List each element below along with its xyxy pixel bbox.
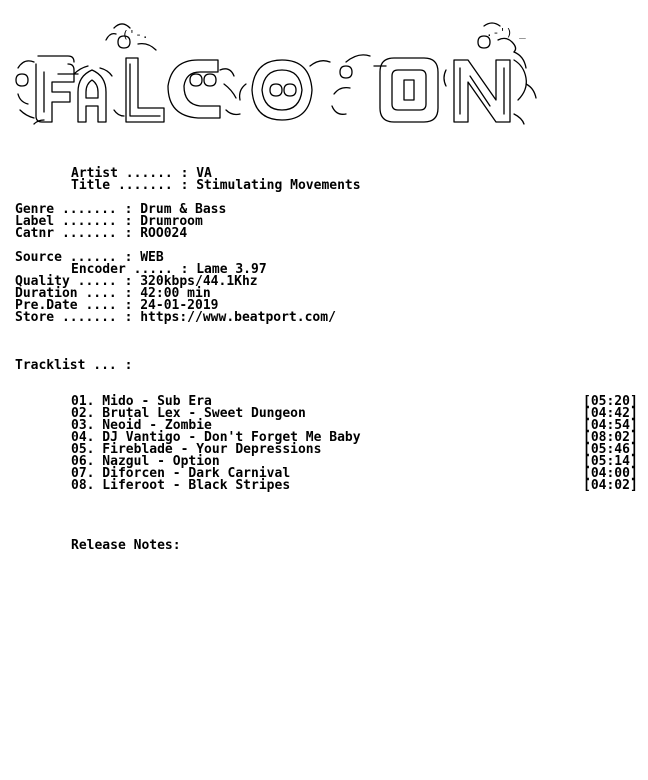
track-title: 03. Neoid - Zombie bbox=[71, 418, 212, 433]
track-duration: [04:54] bbox=[583, 418, 638, 433]
release-notes-heading: Release Notes: bbox=[71, 538, 181, 553]
title-line: Title ....... : Stimulating Movements bbox=[71, 178, 361, 193]
catnr-line: Catnr ....... : ROO024 bbox=[15, 226, 188, 241]
track-title: 01. Mido - Sub Era bbox=[71, 394, 212, 409]
quality-line: Quality ..... : 320kbps/44.1Khz bbox=[15, 274, 258, 289]
genre-line: Genre ....... : Drum & Bass bbox=[15, 202, 227, 217]
track-title: 06. Nazgul - Option bbox=[71, 454, 220, 469]
tracklist-heading: Tracklist ... : bbox=[15, 358, 133, 373]
track-title: 05. Fireblade - Your Depressions bbox=[71, 442, 322, 457]
svg-text:.-') _: .-') _ bbox=[486, 26, 526, 39]
track-title: 07. Diforcen - Dark Carnival bbox=[71, 466, 291, 481]
track-duration: [05:46] bbox=[583, 442, 638, 457]
track-duration: [04:02] bbox=[583, 478, 638, 493]
track-duration: [04:00] bbox=[583, 466, 638, 481]
track-duration: [08:02] bbox=[583, 430, 638, 445]
falcon-ascii-logo bbox=[14, 14, 540, 130]
track-duration: [05:20] bbox=[583, 394, 638, 409]
track-duration: [04:42] bbox=[583, 406, 638, 421]
source-line: Source ...... : WEB bbox=[15, 250, 164, 265]
duration-line: Duration .... : 42:00 min bbox=[15, 286, 211, 301]
store-line: Store ....... : https://www.beatport.com/ bbox=[15, 310, 336, 325]
predate-line: Pre.Date .... : 24-01-2019 bbox=[15, 298, 219, 313]
track-title: 02. Brutal Lex - Sweet Dungeon bbox=[71, 406, 306, 421]
track-title: 04. DJ Vantigo - Don't Forget Me Baby bbox=[71, 430, 361, 445]
artist-line: Artist ...... : VA bbox=[71, 166, 212, 181]
label-line: Label ....... : Drumroom bbox=[15, 214, 203, 229]
encoder-line: Encoder ..... : Lame 3.97 bbox=[71, 262, 267, 277]
track-duration: [05:14] bbox=[583, 454, 638, 469]
svg-text:('-.: ('-. bbox=[122, 28, 149, 41]
track-title: 08. Liferoot - Black Stripes bbox=[71, 478, 291, 493]
